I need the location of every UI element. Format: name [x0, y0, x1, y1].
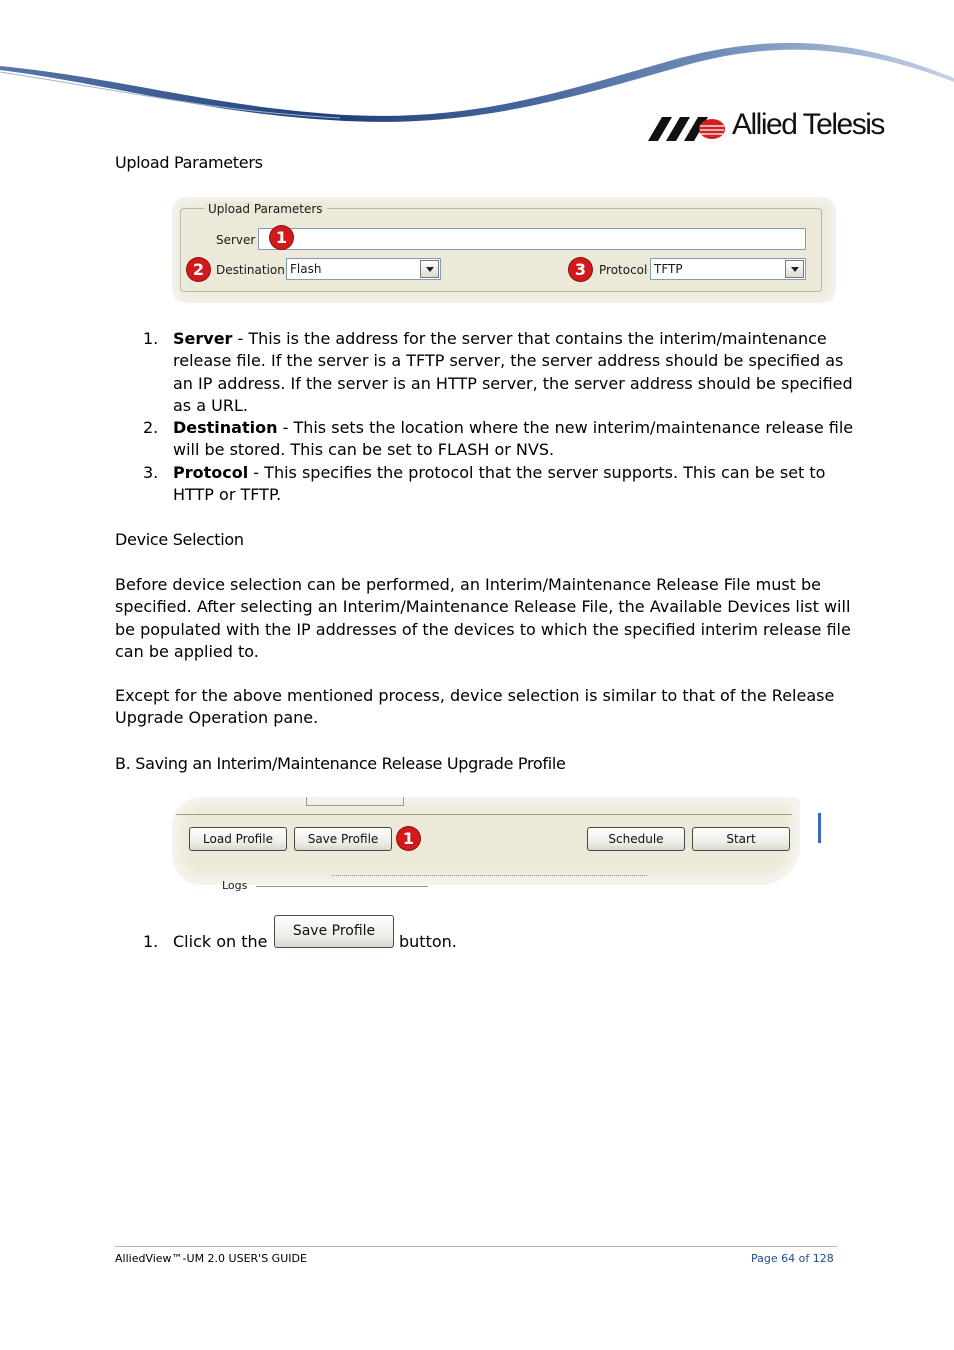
logs-divider	[256, 886, 428, 887]
logs-label: Logs	[222, 879, 248, 892]
paragraph-line: Upgrade Operation pane.	[115, 708, 319, 728]
upload-parameters-panel	[172, 197, 836, 303]
callout-2-badge: 2	[187, 258, 210, 281]
footer-rule	[115, 1246, 837, 1247]
save-step	[143, 931, 158, 953]
callout-3-badge: 3	[569, 258, 592, 281]
list-item	[143, 328, 853, 417]
paragraph-line: specified. After selecting an Interim/Maintenance Release File, the Available Devices list will	[115, 597, 851, 617]
list-item-term: Destination	[173, 418, 278, 437]
step-text-after: button.	[399, 932, 457, 951]
destination-select-value: Flash	[290, 262, 322, 276]
device-selection-paragraph-1	[115, 574, 851, 663]
list-item-text: as a URL.	[173, 395, 248, 415]
dotted-separator	[332, 875, 647, 876]
list-item-number: 1.	[143, 329, 159, 348]
protocol-select-value: TFTP	[654, 262, 683, 276]
chevron-down-icon[interactable]	[420, 260, 439, 278]
list-item-text: an IP address. If the server is an HTTP server, the server address should be specified	[173, 373, 853, 393]
group-box-title: Upload Parameters	[204, 202, 327, 216]
profile-buttons-panel	[172, 797, 800, 892]
list-item-text: release file. If the server is a TFTP server, the server address should be specified as	[173, 351, 844, 371]
server-label: Server	[216, 233, 256, 247]
destination-select[interactable]	[286, 258, 441, 280]
list-item-text: - This is the address for the server that contains the interim/maintenance	[232, 329, 827, 348]
brand-mark-icon	[644, 113, 730, 143]
paragraph-line: Except for the above mentioned process, device selection is similar to that of the Release	[115, 686, 835, 705]
list-item-number: 2.	[143, 418, 159, 437]
upload-parameters-list	[143, 328, 854, 507]
load-profile-button[interactable]: Load Profile	[189, 827, 287, 851]
list-item-text: - This sets the location where the new interim/maintenance release file	[277, 418, 854, 437]
footer-page-number: Page 64 of 128	[751, 1252, 834, 1265]
panel-frame	[176, 814, 792, 815]
protocol-label: Protocol	[599, 263, 648, 277]
scroll-edge	[818, 813, 821, 843]
protocol-select[interactable]	[650, 258, 806, 280]
step-text-before: Click on the	[173, 932, 268, 951]
device-selection-heading: Device Selection	[115, 530, 244, 549]
callout-1-badge: 1	[270, 226, 293, 249]
callout-1-badge: 1	[397, 827, 420, 850]
list-item-text: will be stored. This can be set to FLASH or NVS.	[173, 440, 555, 460]
chevron-down-icon[interactable]	[785, 260, 804, 278]
paragraph-line: can be applied to.	[115, 641, 259, 661]
upload-parameters-heading: Upload Parameters	[115, 153, 263, 172]
list-item-text: HTTP or TFTP.	[173, 485, 282, 505]
saving-profile-heading: B. Saving an Interim/Maintenance Release Upgrade Profile	[115, 754, 566, 773]
footer-guide-title: AlliedView™-UM 2.0 USER'S GUIDE	[115, 1252, 307, 1265]
save-profile-inline-button: Save Profile	[274, 915, 394, 948]
brand-logo	[644, 108, 904, 148]
step-number: 1.	[143, 932, 159, 951]
start-button[interactable]: Start	[692, 827, 790, 851]
destination-label: Destination	[216, 263, 285, 277]
top-divider	[306, 797, 404, 806]
save-profile-button[interactable]: Save Profile	[294, 827, 392, 851]
list-item-term: Server	[173, 329, 233, 348]
schedule-button[interactable]: Schedule	[587, 827, 685, 851]
brand-name: Allied Telesis	[732, 108, 884, 141]
list-item-text: - This specifies the protocol that the server supports. This can be set to	[248, 463, 826, 482]
list-item-number: 3.	[143, 463, 159, 482]
paragraph-line: Before device selection can be performed, an Interim/Maintenance Release File must be	[115, 575, 822, 594]
list-item	[143, 462, 843, 507]
list-item	[143, 417, 854, 462]
list-item-term: Protocol	[173, 463, 249, 482]
paragraph-line: be populated with the IP addresses of the devices to which the specified interim release file	[115, 619, 851, 639]
server-input[interactable]	[258, 228, 806, 250]
device-selection-paragraph-2	[115, 685, 834, 730]
